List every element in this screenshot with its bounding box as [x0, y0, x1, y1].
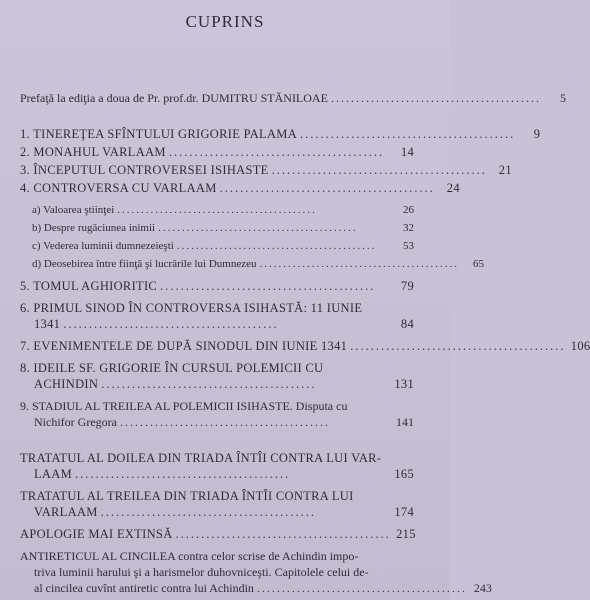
toc-subentry: [20, 238, 414, 254]
toc-entry: [20, 488, 414, 520]
leader-dots: ..........................................: [75, 467, 291, 481]
toc-page-number: 9: [533, 127, 541, 141]
toc-entry-label: c) Vederea luminii dumnezeieşti: [32, 240, 174, 252]
leader-dots: ..........................................: [160, 279, 376, 293]
toc-entry-label: 4. CONTROVERSA CU VARLAAM: [20, 181, 217, 195]
toc-page-number: 26: [403, 204, 414, 216]
leader-dots: ..........................................: [119, 415, 330, 429]
leader-dots: ..........................................: [101, 377, 317, 391]
toc-page-number: 32: [403, 222, 414, 234]
toc-entry-label: 7. EVENIMENTELE DE DUPĂ SINODUL DIN IUNIE 1341: [20, 339, 348, 353]
toc-page-number: 165: [394, 467, 414, 481]
toc-entry-label: 6. PRIMUL SINOD ÎN CONTROVERSA ISIHASTĂ: 11 IUNIE: [20, 301, 363, 315]
toc-entry: [20, 300, 414, 332]
leader-dots: ..........................................: [350, 339, 566, 353]
leader-dots: ..........................................: [63, 317, 279, 331]
toc-entry-label: 3. ÎNCEPUTUL CONTROVERSEI ISIHASTE: [20, 163, 269, 177]
toc-entry-label-continued: 1341: [34, 317, 61, 331]
toc-entry-label: APOLOGIE MAI EXTINSĂ: [20, 527, 173, 541]
leader-dots: ..........................................: [175, 527, 391, 541]
toc-entry-label: 5. TOMUL AGHIORITIC: [20, 279, 158, 293]
leader-dots: ..........................................: [100, 505, 316, 519]
toc-entry-label-continued: Nichifor Gregora: [34, 415, 117, 429]
toc-page-number: 24: [446, 181, 460, 195]
toc-page-number: 215: [396, 527, 416, 541]
toc-entry: [20, 450, 414, 482]
toc-page-number: 106: [570, 339, 590, 353]
toc-entry-label-continued: triva luminii harului şi a harismelor duhovniceşti. Capitolele celui de-: [34, 565, 369, 579]
page-title: CUPRINS: [185, 12, 265, 31]
toc-entry-label-continued: LAAM: [34, 467, 73, 481]
toc-subentry: [20, 220, 414, 236]
toc-entry-label: ANTIRETICUL AL CINCILEA contra celor scrise de Achindin impo-: [20, 549, 359, 563]
toc-entry: [20, 526, 414, 542]
toc-entry-label: d) Deosebirea între fiinţă şi lucrările lui Dumnezeu: [32, 258, 257, 270]
toc-entry-label: TRATATUL AL DOILEA DIN TRIADA ÎNTÎI CONTRA LUI VAR-: [20, 451, 382, 465]
leader-dots: ..........................................: [117, 204, 317, 216]
toc-page-number: 131: [394, 377, 414, 391]
toc-entry-label: TRATATUL AL TREILEA DIN TRIADA ÎNTÎI CONTRA LUI: [20, 489, 354, 503]
toc-page-number: 141: [396, 415, 414, 429]
toc-entry: [20, 90, 566, 106]
toc-page-number: 21: [498, 163, 512, 177]
toc-entry-label-continued: VARLAAM: [34, 505, 98, 519]
toc-entry: [20, 398, 414, 430]
toc-entry: [20, 180, 460, 196]
toc-entry-label-continued: ACHINDIN: [34, 377, 99, 391]
leader-dots: ..........................................: [259, 258, 459, 270]
leader-dots: ..........................................: [300, 127, 516, 141]
toc-page-number: 14: [400, 145, 414, 159]
leader-dots: ..........................................: [271, 163, 487, 177]
toc-page-number: 84: [400, 317, 414, 331]
toc-entry: [20, 278, 414, 294]
toc-page-number: 79: [400, 279, 414, 293]
table-of-contents: [20, 90, 590, 596]
toc-entry: [20, 162, 512, 178]
leader-dots: ..........................................: [158, 222, 358, 234]
leader-dots: ..........................................: [330, 91, 541, 105]
toc-page-number: 174: [394, 505, 414, 519]
toc-entry-label: a) Valoarea ştiinţei: [32, 204, 115, 216]
leader-dots: ..........................................: [176, 240, 377, 252]
leader-dots: ..........................................: [256, 581, 467, 595]
toc-page-number: 5: [559, 91, 566, 105]
toc-entry-label: 2. MONAHUL VARLAAM: [20, 145, 166, 159]
toc-page-number: 53: [403, 240, 414, 252]
toc-entry-label-continued: al cincilea cuvînt antiretic contra lui Achindin: [34, 581, 254, 595]
toc-subentry: [20, 256, 484, 272]
toc-entry: [20, 338, 590, 354]
toc-entry: [20, 144, 414, 160]
toc-entry: [20, 126, 541, 142]
toc-entry: [20, 548, 492, 596]
toc-entry-label: 9. STADIUL AL TREILEA AL POLEMICII ISIHASTE. Disputa cu: [20, 399, 348, 413]
toc-entry-label: Prefaţă la ediţia a doua de Pr. prof.dr. DUMITRU STĂNILOAE: [20, 91, 328, 105]
toc-subentry: [20, 202, 414, 218]
toc-page-number: 65: [473, 258, 484, 270]
leader-dots: ..........................................: [168, 145, 385, 159]
toc-entry-label: b) Despre rugăciunea inimii: [32, 222, 156, 234]
toc-entry-label: 8. IDEILE SF. GRIGORIE ÎN CURSUL POLEMICII CU: [20, 361, 324, 375]
toc-entry: [20, 360, 414, 392]
leader-dots: ..........................................: [219, 181, 435, 195]
toc-page-number: 243: [473, 581, 492, 595]
toc-entry-label: 1. TINEREŢEA SFÎNTULUI GRIGORIE PALAMA: [20, 127, 298, 141]
